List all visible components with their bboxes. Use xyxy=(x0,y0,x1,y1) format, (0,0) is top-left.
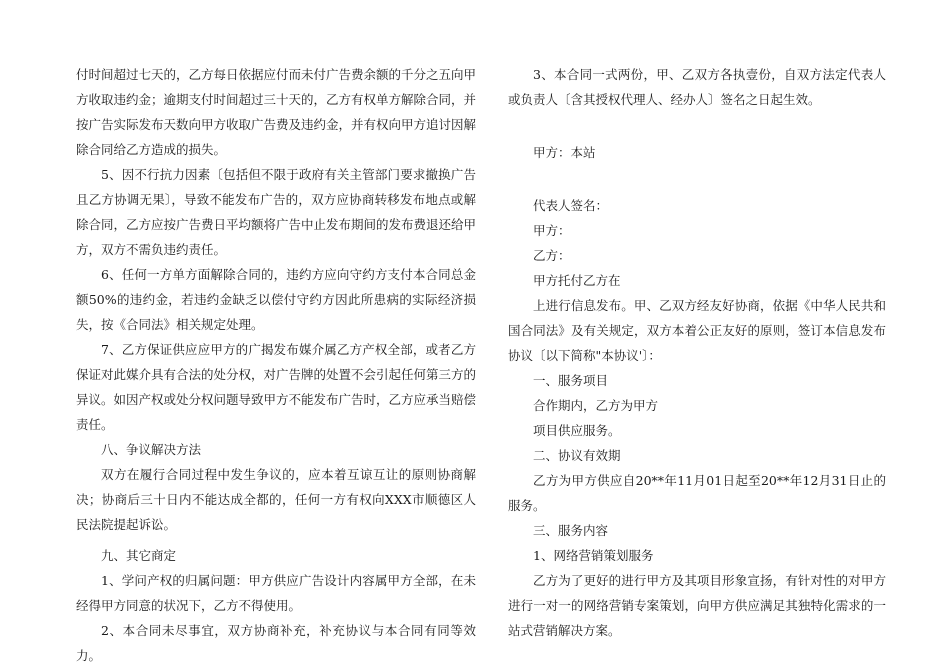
clause-7: 7、乙方保证供应应甲方的广揭发布媒介属乙方产权全部，或者乙方保证对此媒介具有合法的处分权，对广告牌的处置不会引起任何第三方的异议。如因产权或处分权问题导致甲方不能发布广告时，乙方应承当赔偿责任。 xyxy=(76,342,477,432)
clause-effective: 3、本合同一式两份，甲、乙双方各执壹份，自双方法定代表人或负责人〔含其授权代理人、经办人〕签名之日起生效。 xyxy=(508,67,886,107)
service-line-1: 合作期内，乙方为甲方 xyxy=(533,398,659,413)
clause-supplement: 2、本合同未尽事宜，双方协商补充，补充协议与本合同有同等效力。 xyxy=(76,623,476,663)
representative-signature: 代表人签名： xyxy=(533,198,609,213)
agreement-intro: 上进行信息发布。甲、乙双方经友好协商，依据《中华人民共和国合同法》及有关规定，双方本着公正友好的原则，签订本信息发布协议〔以下简称"本协议'〕： xyxy=(508,298,886,363)
section-heading-2: 二、协议有效期 xyxy=(533,448,621,463)
service-item-1: 1、网络营销策划服务 xyxy=(533,548,654,563)
clause-6: 6、任何一方单方面解除合同的，违约方应向守约方支付本合同总金额50%的违约金，若违约金缺乏以偿付守约方因此所患病的实际经济损失，按《合同法》相关规定处理。 xyxy=(76,267,476,332)
service-line-2: 项目供应服务。 xyxy=(533,423,621,438)
entrust-line: 甲方托付乙方在 xyxy=(533,273,621,288)
section-heading-9: 九、其它商定 xyxy=(101,548,177,563)
clause-5: 5、因不行抗力因素〔包括但不限于政府有关主管部门要求撤换广告且乙方协调无果〕，导致不能发布广告的，双方应协商转移发布地点或解除合同，乙方应按广告费日平均额将广告中止发布期间的发布费退还给甲方，双方不需负违约责任。 xyxy=(76,167,477,257)
clause-ip: 1、学问产权的归属问题：甲方供应广告设计内容属甲方全部，在未经得甲方同意的状况下，乙方不得使用。 xyxy=(76,573,476,613)
service-description: 乙方为了更好的进行甲方及其项目形象宣扬，有针对性的对甲方进行一对一的网络营销专案策划，向甲方供应满足其独特化需求的一站式营销解决方案。 xyxy=(508,573,886,638)
validity-line: 乙方为甲方供应自20**年11月01日起至20**年12月31日止的服务。 xyxy=(508,473,886,513)
party-a-line: 甲方：本站 xyxy=(533,145,596,160)
paragraph: 付时间超过七天的，乙方每日依据应付而未付广告费余额的千分之五向甲方收取违约金；逾期支付时间超过三十天的，乙方有权单方解除合同，并按广告实际发布天数向甲方收取广告费及违约金，并有权向甲方追讨因解除合同给乙方造成的损失。 xyxy=(76,67,477,157)
party-a-label: 甲方： xyxy=(533,223,571,238)
section-heading-1: 一、服务项目 xyxy=(533,373,609,388)
section-heading-8: 八、争议解决方法 xyxy=(101,442,202,457)
left-column xyxy=(76,62,476,668)
party-b-label: 乙方： xyxy=(533,248,571,263)
right-column xyxy=(508,62,886,643)
dispute-paragraph: 双方在履行合同过程中发生争议的，应本着互谅互让的原则协商解决；协商后三十日内不能达成全都的，任何一方有权向XXX市顺德区人民法院提起诉讼。 xyxy=(76,467,476,532)
section-heading-3: 三、服务内容 xyxy=(533,523,609,538)
